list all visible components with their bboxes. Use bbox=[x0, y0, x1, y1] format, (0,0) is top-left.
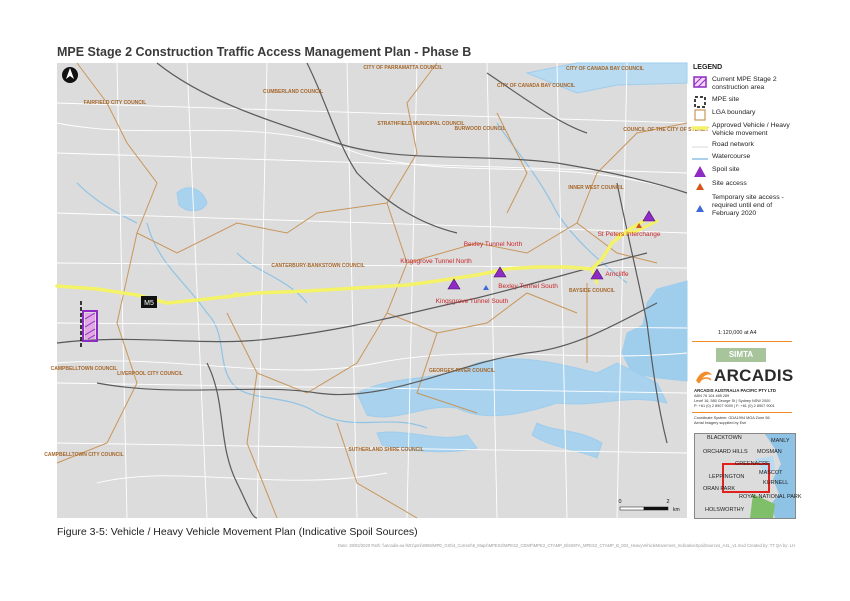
scale-max: 2 bbox=[666, 499, 670, 505]
inset-label-blacktown: BLACKTOWN bbox=[707, 435, 742, 441]
inset-label-mascot: MASCOT bbox=[759, 470, 783, 476]
lga-label-bayside: BAYSIDE COUNCIL bbox=[569, 288, 615, 294]
inset-label-orchard-hills: ORCHARD HILLS bbox=[703, 449, 748, 455]
legend-item-construction-area bbox=[690, 76, 794, 94]
legend-label-site-access: Site access bbox=[712, 180, 747, 187]
label-st-peters: St Peters Interchange bbox=[597, 231, 661, 238]
legend-label-watercourse: Watercourse bbox=[712, 153, 751, 160]
inset-label-leppington: LEPPINGTON bbox=[709, 474, 745, 480]
lga-label-sydney: COUNCIL OF THE CITY OF SYDNEY bbox=[623, 127, 709, 133]
approved-route-icon bbox=[692, 122, 708, 134]
divider-bottom bbox=[692, 412, 792, 413]
legend-item-spoil bbox=[690, 166, 794, 178]
lga-label-cumberland: CUMBERLAND COUNCIL bbox=[263, 89, 323, 95]
lga-label-inner-west: INNER WEST COUNCIL bbox=[568, 185, 624, 191]
legend-label-temp-access: Temporary site access - required until end of February 2020 bbox=[712, 194, 784, 217]
lga-label-campbelltown: CAMPBELLTOWN COUNCIL bbox=[50, 366, 118, 372]
label-bexley-south: Bexley Tunnel South bbox=[498, 283, 558, 290]
legend-item-route bbox=[690, 122, 794, 140]
north-arrow-icon bbox=[62, 67, 78, 83]
firm-address: Level 16, 580 George St | Sydney NSW 2000 bbox=[694, 399, 771, 403]
inset-label-oran-park: ORAN PARK bbox=[703, 486, 735, 492]
m5-shield-label: M5 bbox=[144, 300, 154, 307]
legend-label-mpe-site: MPE site bbox=[712, 96, 740, 103]
lga-label-fairfield: FAIRFIELD CITY COUNCIL bbox=[83, 100, 147, 106]
inset-label-holsworthy: HOLSWORTHY bbox=[705, 507, 745, 513]
arcadis-wordmark: ARCADIS bbox=[714, 366, 794, 385]
legend-label-lga: LGA boundary bbox=[712, 109, 756, 116]
lga-label-canada-bay-north: CITY OF CANADA BAY COUNCIL bbox=[565, 66, 645, 72]
legend-item-lga bbox=[690, 109, 794, 121]
site-access-icon bbox=[692, 180, 708, 192]
page-title: MPE Stage 2 Construction Traffic Access Management Plan - Phase B bbox=[57, 45, 472, 59]
spoil-site-icon bbox=[692, 166, 708, 178]
mpe-site-icon bbox=[692, 96, 708, 108]
lga-label-georges-river: GEORGES RIVER COUNCIL bbox=[428, 368, 496, 374]
scale-unit: km bbox=[673, 507, 680, 513]
inset-label-greenacre: GREENACRE bbox=[735, 461, 770, 467]
lga-boundary-icon bbox=[692, 109, 708, 121]
simta-logo: SIMTA bbox=[716, 348, 766, 362]
lga-label-liverpool: LIVERPOOL CITY COUNCIL bbox=[117, 371, 183, 377]
legend-item-mpe-site bbox=[690, 96, 794, 108]
lga-label-strathfield: STRATHFIELD MUNICIPAL COUNCIL bbox=[377, 121, 465, 127]
inset-label-royal-national-park: ROYAL NATIONAL PARK bbox=[739, 494, 802, 500]
road-network-icon bbox=[692, 141, 708, 153]
legend-item-road bbox=[690, 141, 794, 153]
lga-label-canada-bay: CITY OF CANADA BAY COUNCIL bbox=[496, 83, 576, 89]
m5-shield bbox=[141, 296, 157, 308]
divider-top bbox=[692, 341, 792, 342]
watercourse-icon bbox=[692, 153, 708, 165]
legend-item-temp-access bbox=[690, 194, 794, 228]
inset-label-kurnell: KURNELL bbox=[763, 480, 789, 486]
scale-zero: 0 bbox=[618, 499, 622, 505]
firm-abn: ABN 76 104 485 289 bbox=[694, 394, 730, 398]
imagery-credit: Aerial imagery supplied by Esri bbox=[694, 421, 747, 425]
lga-label-sutherland: SUTHERLAND SHIRE COUNCIL bbox=[348, 447, 424, 453]
footer-note: Date: 28/02/2020 Path: \\arcadis-au-fs01\pmi\8086\MPE_GIS\4_Current\8_Maps\MPES2\MPES2_CEMP\MPE2_CTAMP_B\SIMTA_MPES2_CTAMP_B_004_HeavyVehicleMovement_IndicativeSpoilSources_A4L_v1.mxd Created by: TT QA by: LH bbox=[338, 543, 795, 548]
legend-label-route: Approved Vehicle / Heavy Vehicle movement bbox=[712, 122, 790, 137]
inset-canvas bbox=[695, 434, 802, 518]
legend-label-road: Road network bbox=[712, 141, 754, 148]
lga-label-campbelltown-city: CAMPBELLTOWN CITY COUNCIL bbox=[44, 452, 124, 458]
inset-map[interactable] bbox=[694, 433, 802, 519]
label-arncliffe: Arncliffe bbox=[605, 271, 629, 278]
lga-label-burwood: BURWOOD COUNCIL bbox=[454, 126, 506, 132]
legend-title: LEGEND bbox=[693, 64, 723, 71]
inset-label-manly: MANLY bbox=[771, 438, 790, 444]
firm-phone: P: +61 (0) 2 8907 9000 | F: +61 (0) 2 8907 9001 bbox=[694, 404, 775, 408]
legend-item-site-access bbox=[690, 180, 794, 192]
construction-area-icon bbox=[692, 76, 708, 88]
lga-label-parramatta: CITY OF PARRAMATTA COUNCIL bbox=[363, 65, 443, 71]
inset-label-mosman: MOSMAN bbox=[757, 449, 782, 455]
legend-label-construction-area: Current MPE Stage 2 construction area bbox=[712, 76, 777, 91]
lga-label-canterbury-bankstown: CANTERBURY-BANKSTOWN COUNCIL bbox=[271, 263, 365, 269]
label-kingsgrove-north: Kingsgrove Tunnel North bbox=[400, 258, 472, 265]
label-bexley-north: Bexley Tunnel North bbox=[463, 241, 523, 248]
label-kingsgrove-south: Kingsgrove Tunnel South bbox=[435, 298, 509, 305]
scale-ratio: 1:120,000 at A4 bbox=[718, 330, 757, 336]
temporary-site-access-icon bbox=[692, 202, 708, 214]
legend-item-watercourse bbox=[690, 153, 794, 165]
figure-caption: Figure 3-5: Vehicle / Heavy Vehicle Movement Plan (Indicative Spoil Sources) bbox=[57, 526, 418, 538]
coordinate-system: Coordinate System: GDA1994 MGA Zone 56 bbox=[694, 416, 770, 420]
legend-label-spoil: Spoil site bbox=[712, 166, 740, 173]
firm-name: ARCADIS AUSTRALIA PACIFIC PTY LTD bbox=[694, 388, 777, 393]
